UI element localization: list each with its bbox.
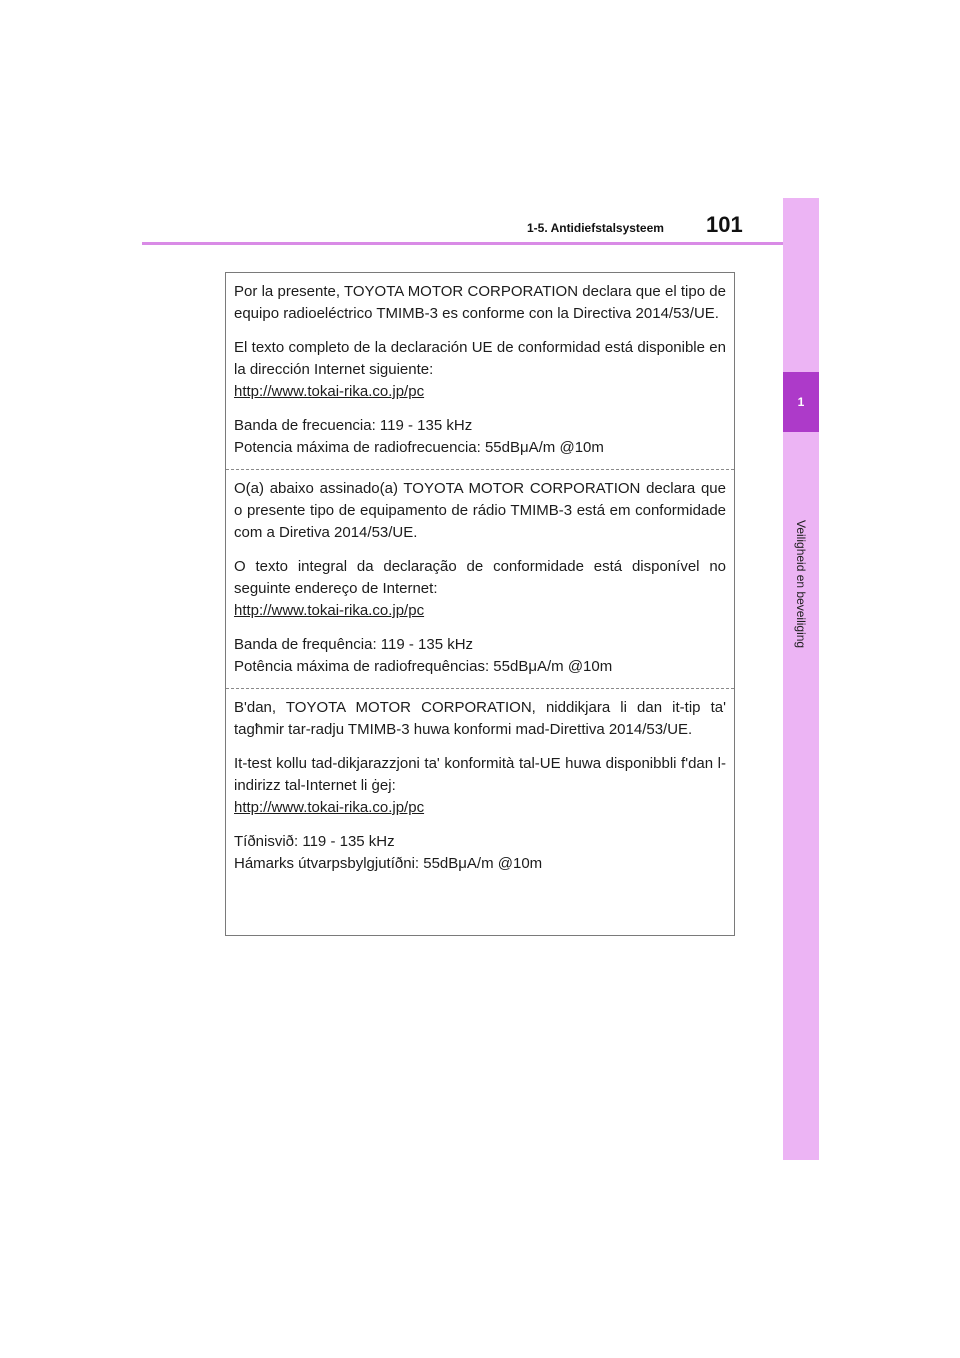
availability-text: O texto integral da declaração de conformidade está disponível no seguinte endereço de Internet: xyxy=(234,558,726,597)
frequency-text: Banda de frequência: 119 - 135 kHz xyxy=(234,636,474,653)
power-text: Hámarks útvarpsbylgjutíðni: 55dBμA/m @10m xyxy=(234,855,543,872)
declaration-text: B'dan, TOYOTA MOTOR CORPORATION, niddikjara li dan it-tip ta' tagħmir tar-radju TMIMB-3 huwa konformi mad-Direttiva 2014/53/UE. xyxy=(234,699,726,738)
declaration-url-link[interactable]: http://www.tokai-rika.co.jp/pc xyxy=(234,602,425,619)
declaration-url-link[interactable]: http://www.tokai-rika.co.jp/pc xyxy=(234,383,425,400)
power-text: Potencia máxima de radiofrecuencia: 55dBμA/m @10m xyxy=(234,439,604,456)
availability-paragraph xyxy=(234,556,726,622)
chapter-label: Veiligheid en beveiliging xyxy=(794,520,808,649)
specs-paragraph xyxy=(234,415,726,459)
availability-text: It-test kollu tad-dikjarazzjoni ta' konformità tal-UE huwa disponibbli f'dan l-indirizz tal-Internet li ġej: xyxy=(234,755,726,794)
availability-paragraph xyxy=(234,753,726,819)
availability-paragraph xyxy=(234,337,726,403)
chapter-number-badge: 1 xyxy=(783,372,819,432)
declaration-text: Por la presente, TOYOTA MOTOR CORPORATION declara que el tipo de equipo radioeléctrico TMIMB-3 es conforme con la Directiva 2014/53/UE. xyxy=(234,283,726,322)
power-text: Potência máxima de radiofrequências: 55dBμA/m @10m xyxy=(234,658,613,675)
page-number: 101 xyxy=(706,212,743,237)
header-divider xyxy=(142,242,785,245)
specs-paragraph xyxy=(234,634,726,678)
frequency-text: Banda de frecuencia: 119 - 135 kHz xyxy=(234,417,473,434)
frequency-text: Tíðnisvið: 119 - 135 kHz xyxy=(234,833,395,850)
section-title: 1-5. Antidiefstalsysteem xyxy=(527,221,664,235)
declaration-block-portuguese xyxy=(226,469,734,688)
declaration-url-link[interactable]: http://www.tokai-rika.co.jp/pc xyxy=(234,799,425,816)
declaration-block-maltese xyxy=(226,688,734,885)
declaration-text: O(a) abaixo assinado(a) TOYOTA MOTOR CORPORATION declara que o presente tipo de equipamento de rádio TMIMB-3 está em conformidade com a Diretiva 2014/53/UE. xyxy=(234,480,726,541)
declaration-block-spanish xyxy=(226,273,734,469)
availability-text: El texto completo de la declaración UE de conformidad está disponible en la dirección Internet siguiente: xyxy=(234,339,726,378)
side-tab xyxy=(783,198,819,1160)
declaration-box xyxy=(225,272,735,936)
specs-paragraph xyxy=(234,831,726,875)
